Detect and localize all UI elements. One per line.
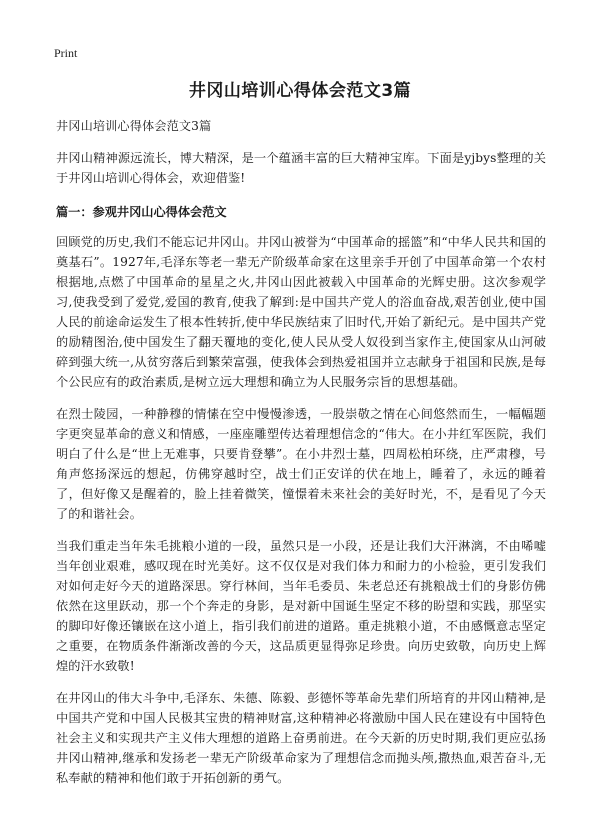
body-paragraph-2: 在烈士陵园，一种静穆的情愫在空中慢慢渗透，一股崇敬之情在心间悠然而生，一幅幅题字更突显革命的意义和情感，一座座雕塑传达着理想信念的“伟大。在小井红军医院，我们明白了什么是“世上无难事，只要肯登攀”。在小井烈士墓，四周松柏环绕，庄严肃穆，号角声悠扬深远的想起，仿佛穿越时空，战士们正安详的伏在地上，睡着了，永远的睡着了，但好像又是醒着的，脸上挂着微笑，憧憬着未来社会的美好时光，不，是看见了今天了的和谐社会。: [56, 407, 546, 521]
document-body: [56, 116, 546, 800]
document-title: 井冈山培训心得体会范文3篇: [188, 81, 412, 101]
section-heading: 篇一：参观井冈山心得体会范文: [56, 205, 227, 219]
body-paragraph-1: 回顾党的历史,我们不能忘记井冈山。井冈山被誉为“中国革命的摇篮”和“中华人民共和国的奠基石”。1927年,毛泽东等老一辈无产阶级革命家在这里亲手开创了中国革命第一个农村根据地,点燃了中国革命的星星之火,井冈山因此被载入中国革命的光辉史册。这次参观学习,使我受到了爱党,爱国的教育,使我了解到:是中国共产党人的浴血奋战,艰苦创业,使中国人民的前途命运发生了根本性转折,使中华民族结束了旧时代,开始了新纪元。是中国共产党的励精图治,使中国发生了翻天覆地的变化,使人民从受人奴役到当家作主,使国家从山河破碎到强大统一,从贫穷落后到繁荣富强，使我体会到热爱祖国并立志献身于祖国和民族,是每个公民应有的政治素质,是树立远大理想和确立为人民服务宗旨的思想基础。: [56, 235, 546, 389]
intro-paragraph: 井冈山精神源远流长，博大精深，是一个蕴涵丰富的巨大精神宝库。下面是yjbys整理的关于井冈山培训心得体会，欢迎借鉴!: [56, 151, 546, 185]
document-subtitle: 井冈山培训心得体会范文3篇: [56, 119, 212, 133]
body-paragraph-4: 在井冈山的伟大斗争中,毛泽东、朱德、陈毅、彭德怀等革命先辈们所培育的井冈山精神,是中国共产党和中国人民极其宝贵的精神财富,这种精神必将激励中国人民在建设有中国特色社会主义和实现共产主义伟大理想的道路上奋勇前进。在今天新的历史时期,我们更应弘扬井冈山精神,继承和发扬老一辈无产阶级革命家为了理想信念而抛头颅,撒热血,艰苦奋斗,无私奉献的精神和他们敢于开拓创新的勇气。: [56, 691, 546, 785]
print-link[interactable]: Print: [54, 46, 78, 60]
body-paragraph-3: 当我们重走当年朱毛挑粮小道的一段，虽然只是一小段，还是让我们大汗淋漓，不由唏嘘当年创业艰难，感叹现在时光美好。这不仅仅是对我们体力和耐力的小检验，更引发我们对如何走好今天的道路深思。穿行林间，当年毛委员、朱老总还有挑粮战士们的身影仿佛依然在这里跃动，那一个个奔走的身影，是对新中国诞生坚定不移的盼望和实践，那坚实的脚印好像还镶嵌在这小道上，指引我们前进的道路。重走挑粮小道，不由感慨意志坚定之重要，在物质条件渐渐改善的今天，这品质更显得弥足珍贵。向历史致敬，向历史上辉煌的汗水致敬!: [56, 539, 546, 673]
